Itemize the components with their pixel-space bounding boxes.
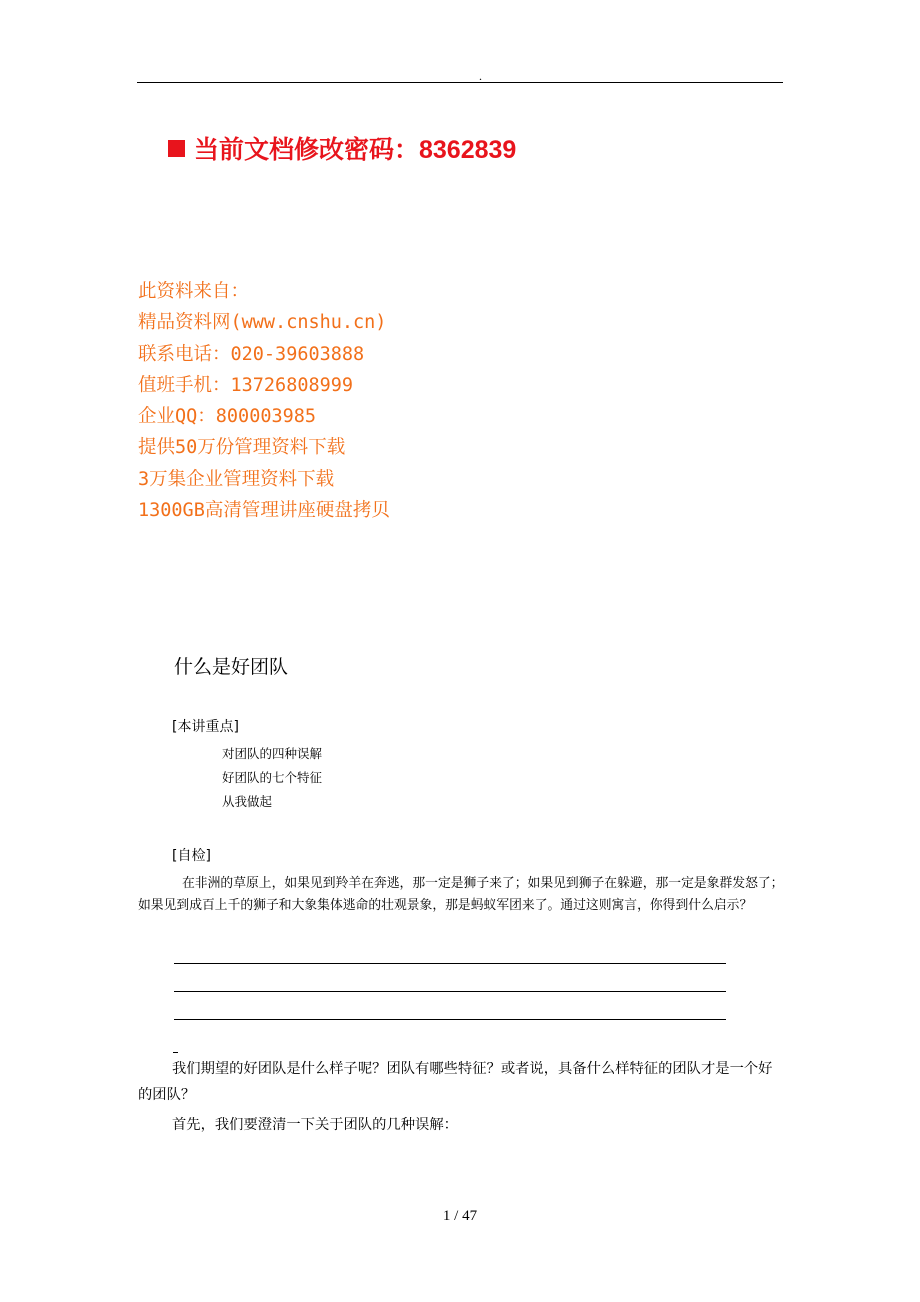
page-number: 1 / 47 [442,1208,478,1224]
body-paragraph: 我们期望的好团队是什么样子呢？团队有哪些特征？或者说，具备什么样特征的团队才是一个好的团队？ [138,1061,773,1103]
key-point-item: 对团队的四种误解 [222,746,323,761]
source-info-line: 值班手机：13726808999 [138,374,354,396]
small-dash-mark [173,1052,178,1053]
source-info-line: 3万集企业管理资料下载 [138,468,335,490]
source-info-line: 此资料来自： [138,281,250,302]
source-info-line: 企业QQ：800003985 [138,406,317,428]
key-points-label: [本讲重点] [172,719,239,735]
body-paragraph: 首先，我们要澄清一下关于团队的几种误解： [172,1117,458,1133]
answer-line [174,991,726,992]
key-points-list [222,742,322,814]
source-info [138,276,390,526]
self-check-label: [自检] [172,848,211,864]
black-square-icon [168,140,185,157]
header-rule [137,82,783,83]
answer-line [174,1019,726,1020]
source-info-line: 精品资料网(www.cnshu.cn) [138,312,387,334]
header-mark: . [479,69,482,83]
self-check-paragraph: 在非洲的草原上，如果见到羚羊在奔逃，那一定是狮子来了；如果见到狮子在躲避，那一定是象群发怒了；如果见到成百上千的狮子和大象集体逃命的壮观景象，那是蚂蚁军团来了。通过这则寓言，你得到什么启示？ [138,876,784,913]
source-info-line: 1300GB高清管理讲座硬盘拷贝 [138,500,390,522]
password-notice [168,133,516,167]
source-info-line: 联系电话：020-39603888 [138,343,365,365]
key-point-item: 从我做起 [222,794,273,809]
source-info-line: 提供50万份管理资料下载 [138,437,346,459]
key-point-item: 好团队的七个特征 [222,770,323,785]
password-notice-text: 当前文档修改密码：8362839 [194,136,517,164]
document-title: 什么是好团队 [174,656,289,678]
answer-line [174,963,726,964]
